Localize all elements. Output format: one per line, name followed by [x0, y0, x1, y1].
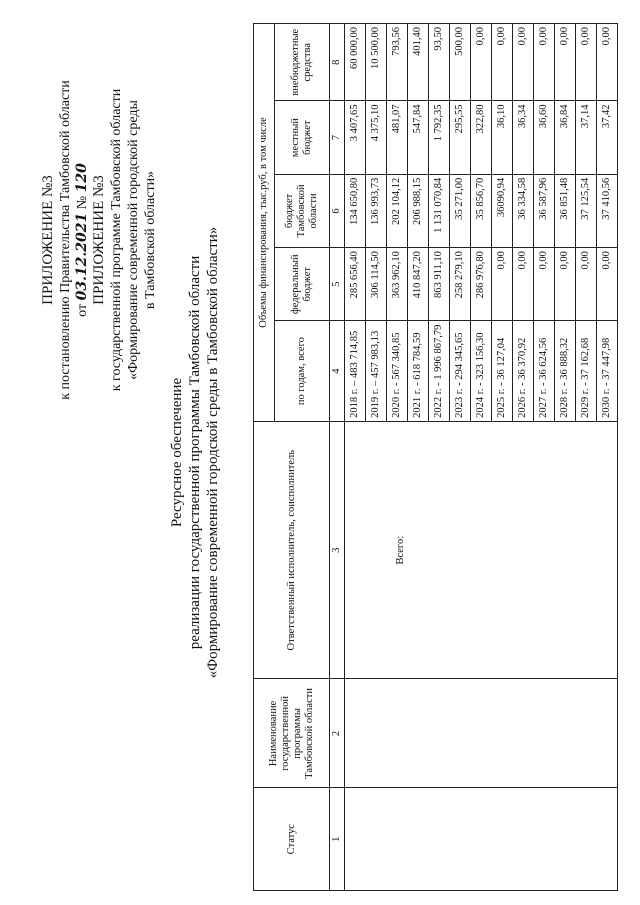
appendix-title: ПРИЛОЖЕНИЕ №3	[40, 175, 56, 305]
program-cell	[345, 679, 618, 788]
header-executor: Ответственный исполнитель, соисполнитель	[254, 421, 330, 679]
column-number: 6	[330, 174, 345, 247]
column-number: 7	[330, 101, 345, 174]
header-regional: бюджет Тамбовской области	[275, 174, 330, 247]
local-cell: 37,42	[597, 101, 618, 174]
local-cell: 36,34	[513, 101, 534, 174]
extra-cell: 10 500,00	[366, 24, 387, 101]
header-by-years: по годам, всего	[275, 321, 330, 422]
regional-cell: 37 410,56	[597, 174, 618, 247]
federal-cell: 0,00	[492, 248, 513, 321]
title-line-1: Ресурсное обеспечение	[169, 377, 185, 528]
regional-cell: 36 587,96	[534, 174, 555, 247]
document-title	[168, 150, 222, 755]
year-cell: 2028 г. - 36 888,32	[555, 321, 576, 422]
local-cell: 4 375,10	[366, 101, 387, 174]
year-cell: 2029 г. - 37 162,68	[576, 321, 597, 422]
federal-cell: 0,00	[513, 248, 534, 321]
column-number: 8	[330, 24, 345, 101]
federal-cell: 0,00	[597, 248, 618, 321]
local-cell: 1 792,35	[429, 101, 450, 174]
local-cell: 36,84	[555, 101, 576, 174]
year-cell: 2018 г. – 483 714,85	[345, 321, 366, 422]
year-cell: 2021 г. - 618 784,59	[408, 321, 429, 422]
federal-cell: 285 656,40	[345, 248, 366, 321]
appendix-title-2: ПРИЛОЖЕНИЕ №3	[91, 175, 107, 305]
federal-cell: 0,00	[534, 248, 555, 321]
year-cell: 2020 г. - 567 340,85	[387, 321, 408, 422]
local-cell: 37,14	[576, 101, 597, 174]
extra-cell: 0,00	[492, 24, 513, 101]
appendix-header	[40, 60, 159, 420]
local-cell: 295,55	[450, 101, 471, 174]
number-prefix: №	[75, 195, 90, 210]
title-line-3: «Формирование современной городской среды в Тамбовской области»	[205, 226, 221, 679]
regional-cell: 37 125,54	[576, 174, 597, 247]
header-volumes: Объемы финансирования, тыс.руб, в том числе	[254, 24, 275, 422]
regional-cell: 206 988,15	[408, 174, 429, 247]
extra-cell: 0,00	[555, 24, 576, 101]
date-prefix: от	[75, 303, 90, 317]
column-number: 2	[330, 679, 345, 788]
federal-cell: 863 911,10	[429, 248, 450, 321]
regional-cell: 202 104,12	[387, 174, 408, 247]
local-cell: 36,10	[492, 101, 513, 174]
extra-cell: 0,00	[597, 24, 618, 101]
year-cell: 2024 г. - 323 156,30	[471, 321, 492, 422]
federal-cell: 258 279,10	[450, 248, 471, 321]
column-number: 3	[330, 421, 345, 679]
program-name-line2: в Тамбовской области»	[143, 170, 158, 310]
regional-cell: 36 334,58	[513, 174, 534, 247]
extra-cell: 793,56	[387, 24, 408, 101]
year-cell: 2027 г. - 36 624,56	[534, 321, 555, 422]
extra-cell: 0,00	[513, 24, 534, 101]
year-cell: 2019 г. – 457 983,13	[366, 321, 387, 422]
year-cell: 2022 г. - 1 996 867,79	[429, 321, 450, 422]
regional-cell: 35 856,70	[471, 174, 492, 247]
program-name-line1: «Формирование современной городской среды	[126, 100, 141, 380]
regional-cell: 1 131 070,84	[429, 174, 450, 247]
local-cell: 547,84	[408, 101, 429, 174]
funding-rows	[345, 24, 618, 891]
local-cell: 322,80	[471, 101, 492, 174]
executor-total-label: Всего:	[345, 421, 618, 679]
title-line-2: реализации государственной программы Тамбовской области	[187, 255, 203, 650]
header-status: Статус	[254, 788, 330, 891]
column-number: 4	[330, 321, 345, 422]
extra-cell: 0,00	[534, 24, 555, 101]
year-cell: 2023 г. - 294 345,65	[450, 321, 471, 422]
extra-cell: 60 000,00	[345, 24, 366, 101]
header-federal: федеральный бюджет	[275, 248, 330, 321]
program-reference: к государственной программе Тамбовской области	[109, 88, 124, 392]
federal-cell: 363 962,10	[387, 248, 408, 321]
extra-cell: 401,40	[408, 24, 429, 101]
column-number-row	[330, 24, 345, 891]
decree-date: 03.12.2021	[74, 212, 90, 301]
decree-number: 120	[74, 163, 90, 193]
federal-cell: 0,00	[576, 248, 597, 321]
column-number: 5	[330, 248, 345, 321]
federal-cell: 410 847,20	[408, 248, 429, 321]
extra-cell: 0,00	[471, 24, 492, 101]
funding-table	[253, 23, 618, 891]
year-cell: 2025 г. - 36 127,04	[492, 321, 513, 422]
column-number: 1	[330, 788, 345, 891]
status-cell	[345, 788, 618, 891]
federal-cell: 306 114,50	[366, 248, 387, 321]
regional-cell: 36090,94	[492, 174, 513, 247]
decree-reference: к постановлению Правительства Тамбовской области	[58, 80, 73, 400]
federal-cell: 286 976,80	[471, 248, 492, 321]
regional-cell: 134 650,80	[345, 174, 366, 247]
regional-cell: 35 271,00	[450, 174, 471, 247]
decree-date-line	[74, 60, 91, 420]
federal-cell: 0,00	[555, 248, 576, 321]
header-local: местный бюджет	[275, 101, 330, 174]
local-cell: 481,07	[387, 101, 408, 174]
extra-cell: 0,00	[576, 24, 597, 101]
regional-cell: 136 993,73	[366, 174, 387, 247]
table-row	[345, 24, 366, 891]
local-cell: 36,60	[534, 101, 555, 174]
local-cell: 3 407,65	[345, 101, 366, 174]
extra-cell: 500,00	[450, 24, 471, 101]
header-program: Наименование государственной программы Тамбовской области	[254, 679, 330, 788]
year-cell: 2026 г. - 36 370,92	[513, 321, 534, 422]
year-cell: 2030 г. - 37 447,98	[597, 321, 618, 422]
header-extra: внебюджетные средства	[275, 24, 330, 101]
regional-cell: 36 851,48	[555, 174, 576, 247]
extra-cell: 93,50	[429, 24, 450, 101]
